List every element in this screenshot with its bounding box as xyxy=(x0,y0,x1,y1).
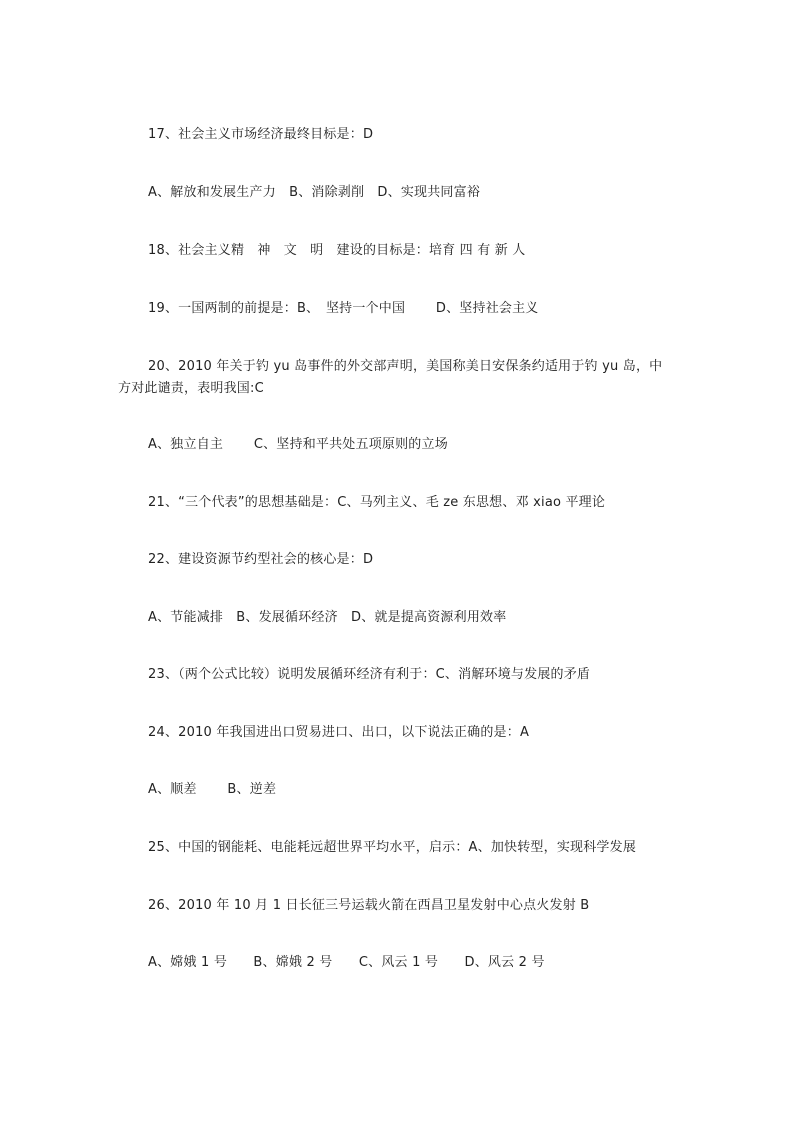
question-18: 18、社会主义精 神 文 明 建设的目标是：培育 四 有 新 人 xyxy=(148,243,526,258)
question-20: 20、2010 年关于钓 yu 岛事件的外交部声明，美国称美日安保条约适用于钓 yu 岛，中 xyxy=(148,359,663,374)
question-17-options: A、解放和发展生产力 B、消除剥削 D、实现共同富裕 xyxy=(148,185,481,200)
question-22-options: A、节能减排 B、发展循环经济 D、就是提高资源利用效率 xyxy=(148,610,507,625)
question-17: 17、社会主义市场经济最终目标是：D xyxy=(148,127,374,142)
question-22: 22、建设资源节约型社会的核心是：D xyxy=(148,552,374,567)
question-20-options: A、独立自主 C、坚持和平共处五项原则的立场 xyxy=(148,437,448,452)
question-25: 25、中国的钢能耗、电能耗远超世界平均水平，启示：A、加快转型，实现科学发展 xyxy=(148,840,637,855)
question-21: 21、“三个代表”的思想基础是：C、马列主义、毛 ze 东思想、邓 xiao 平理论 xyxy=(148,495,606,510)
question-20-continuation: 方对此谴责，表明我国:C xyxy=(118,381,264,396)
question-26: 26、2010 年 10 月 1 日长征三号运载火箭在西昌卫星发射中心点火发射 B xyxy=(148,898,590,913)
question-19: 19、一国两制的前提是：B、 坚持一个中国 D、坚持社会主义 xyxy=(148,301,539,316)
question-26-options: A、嫦娥 1 号 B、嫦娥 2 号 C、风云 1 号 D、风云 2 号 xyxy=(148,955,545,970)
question-24-options: A、顺差 B、逆差 xyxy=(148,782,277,797)
question-24: 24、2010 年我国进出口贸易进口、出口，以下说法正确的是：A xyxy=(148,725,530,740)
question-23: 23、（两个公式比较）说明发展循环经济有利于：C、消解环境与发展的矛盾 xyxy=(148,667,591,682)
